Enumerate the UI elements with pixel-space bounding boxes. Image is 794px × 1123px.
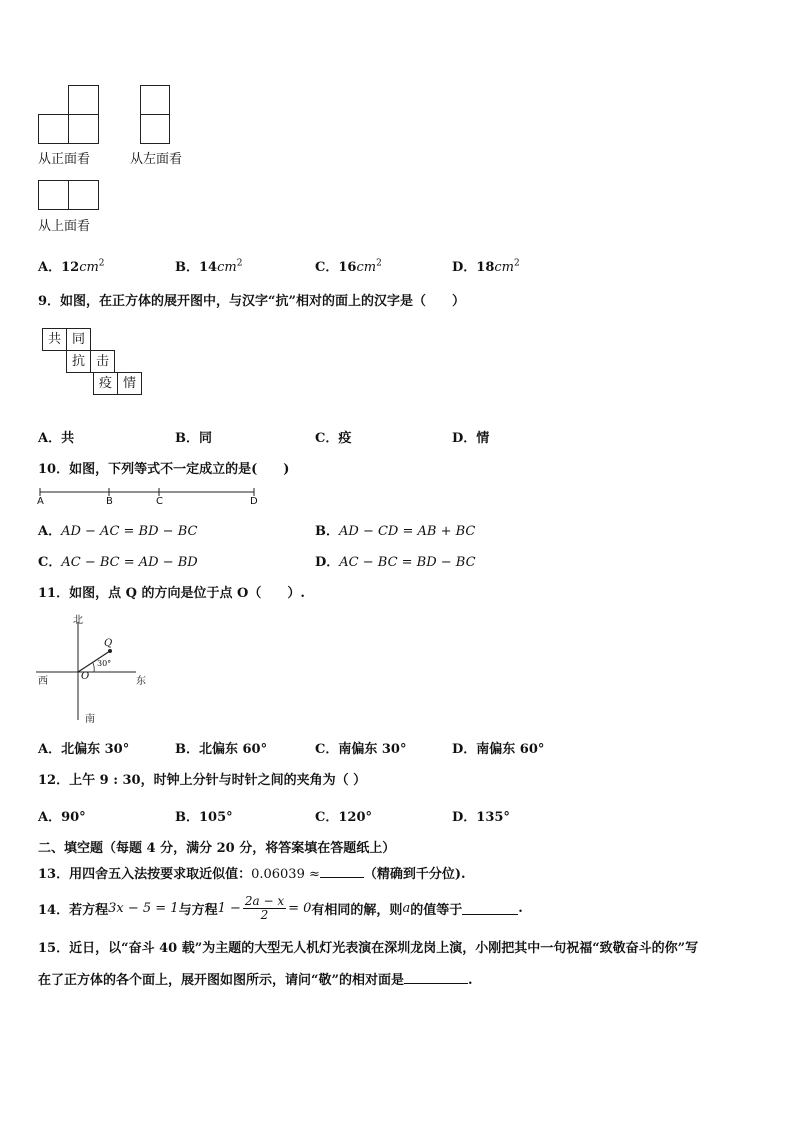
net-cell: 击 — [90, 350, 115, 373]
net-cell: 同 — [66, 328, 91, 351]
q11-option-c[interactable]: C．南偏东 30° — [315, 742, 407, 757]
q9-option-d[interactable]: D．情 — [452, 431, 490, 446]
q11-stem: 11．如图，点 Q 的方向是位于点 O（ ）. — [38, 586, 305, 601]
point-q-label: Q — [104, 638, 113, 649]
q15-line1: 15．近日，以“奋斗 40 载”为主题的大型无人机灯光表演在深圳龙岗上演，小刚把其中一句祝福“致敬奋斗的你”写 — [38, 941, 699, 956]
q9-stem: 9．如图，在正方体的展开图中，与汉字“抗”相对的面上的汉字是（ ） — [38, 294, 466, 309]
front-view-figure — [38, 85, 100, 145]
q11-option-a[interactable]: A．北偏东 30° — [38, 742, 130, 757]
top-view-label: 从上面看 — [38, 219, 91, 234]
compass-north-label: 北 — [73, 615, 83, 626]
q10-stem: 10．如图，下列等式不一定成立的是( ) — [38, 462, 290, 477]
compass-figure — [36, 610, 156, 725]
top-view-figure — [38, 180, 100, 210]
q10-option-d[interactable]: D．AC − BC = BD − BC — [315, 555, 476, 570]
q10-option-c[interactable]: C．AC − BC = AD − BD — [38, 555, 198, 570]
q12-option-a[interactable]: A．90° — [38, 810, 86, 825]
q8-option-b[interactable]: B．$14cm^2$ — [175, 258, 243, 275]
point-label-b: B — [106, 496, 113, 507]
left-view-label: 从左面看 — [130, 152, 183, 167]
left-view-figure — [140, 85, 170, 145]
origin-label: O — [81, 671, 90, 682]
q12-option-b[interactable]: B．105° — [175, 810, 233, 825]
point-label-d: D — [250, 496, 258, 507]
q11-option-b[interactable]: B．北偏东 60° — [175, 742, 268, 757]
angle-label: 30° — [97, 659, 112, 668]
q8-option-a[interactable]: A．$12cm^2$ — [38, 258, 105, 275]
q15-line2: 在了正方体的各个面上，展开图如图所示，请问“敬”的相对面是 . — [38, 973, 473, 988]
q10-option-a[interactable]: A．AD − AC = BD − BC — [38, 524, 198, 539]
q8-option-d[interactable]: D．$18cm^2$ — [452, 258, 520, 275]
point-label-a: A — [37, 496, 44, 507]
net-cell: 疫 — [93, 372, 118, 395]
compass-south-label: 南 — [85, 714, 95, 725]
q9-option-c[interactable]: C．疫 — [315, 431, 352, 446]
cube-net-figure — [42, 328, 144, 408]
compass-west-label: 西 — [38, 676, 48, 687]
answer-blank[interactable] — [462, 902, 518, 915]
net-cell: 情 — [117, 372, 142, 395]
q8-option-c[interactable]: C．$16cm^2$ — [315, 258, 382, 275]
section-heading: 二、填空题（每题 4 分，满分 20 分，将答案填在答题纸上） — [38, 841, 396, 856]
q14: 14．若方程 3x − 5 = 1 与方程 1 − $\frac{2a - x}{2}$ = 0 有相同的解，则 a 的值等于 . — [38, 893, 523, 922]
answer-blank[interactable] — [320, 865, 364, 878]
compass-east-label: 东 — [136, 676, 146, 687]
net-cell: 共 — [42, 328, 67, 351]
q12-option-c[interactable]: C．120° — [315, 810, 372, 825]
answer-blank[interactable] — [404, 971, 468, 984]
fraction: $\frac{2a - x}{2}$ — [244, 893, 285, 922]
q9-option-b[interactable]: B．同 — [175, 431, 212, 446]
q9-option-a[interactable]: A．共 — [38, 431, 75, 446]
net-cell: 抗 — [66, 350, 91, 373]
q11-option-d[interactable]: D．南偏东 60° — [452, 742, 545, 757]
point-label-c: C — [156, 496, 163, 507]
q10-option-b[interactable]: B．AD − CD = AB + BC — [315, 524, 476, 539]
q12-stem: 12．上午 9 : 30，时钟上分针与时针之间的夹角为（ ） — [38, 773, 367, 788]
front-view-label: 从正面看 — [38, 152, 91, 167]
q12-option-d[interactable]: D．135° — [452, 810, 510, 825]
line-segment-figure — [34, 485, 264, 509]
q13: 13．用四舍五入法按要求取近似值：0.06039 ≈ （精确到千分位). — [38, 867, 466, 882]
